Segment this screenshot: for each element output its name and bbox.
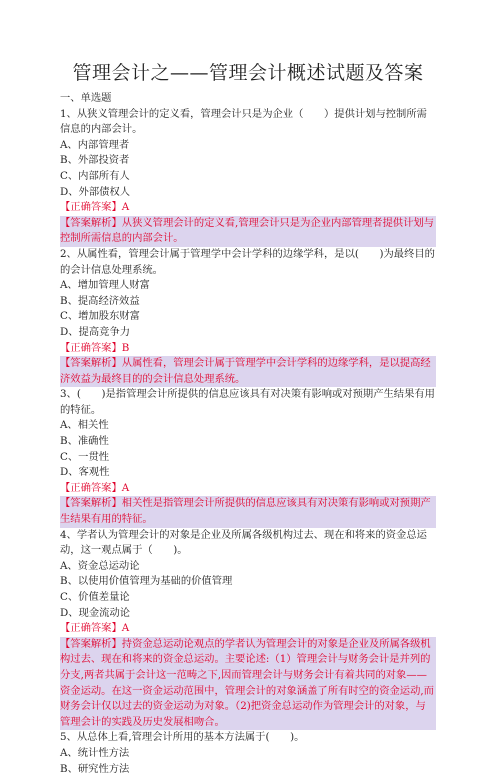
option-c: C、增加股东财富: [60, 310, 140, 323]
option-b: B、外部投资者: [60, 154, 130, 167]
correct-answer: 【正确答案】A: [60, 481, 130, 494]
option-a: A、资金总运动论: [60, 559, 140, 572]
option-a: A、相关性: [60, 419, 109, 432]
answer-explanation: 【答案解析】从属性看，管理会计属于管理学中会计学科的边缘学科，是以提高经济效益为最终目的的会计信息处理系统。: [60, 356, 436, 387]
option-d: D、现金流动论: [60, 606, 131, 619]
question-block: [60, 247, 436, 387]
question-text: 3、( )是指管理会计所提供的信息应该具有对决策有影响或对预期产生结果有用的特征。: [60, 388, 435, 416]
option-d: D、外部债权人: [60, 185, 131, 198]
question-text: 1、从狭义管理会计的定义看，管理会计只是为企业（ ）提供计划与控制所需信息的内部会计。: [60, 107, 427, 136]
correct-answer: 【正确答案】A: [60, 201, 130, 214]
option-c: C、价值差量论: [60, 591, 130, 603]
option-d: D、提高竞争力: [60, 325, 131, 338]
question-text: 5、从总体上看,管理会计所用的基本方法属于( )。: [60, 731, 305, 744]
answer-explanation: 【答案解析】从狭义管理会计的定义看,管理会计只是为企业内部管理者提供计划与控制所需信息的内部会计。: [60, 216, 436, 247]
option-d: D、客观性: [60, 466, 110, 479]
option-c: C、内部所有人: [60, 169, 130, 182]
option-a: A、统计性方法: [60, 746, 130, 759]
question-text: 2、从属性看，管理会计属于管理学中会计学科的边缘学科，是以( )为最终目的的会计信息处理系统。: [60, 247, 435, 276]
question-text: 4、学者认为管理会计的对象是企业及所属各级机构过去、现在和将来的资金总运动，这一观点属于（ )。: [60, 528, 427, 557]
question-block: [60, 107, 436, 247]
correct-answer: 【正确答案】A: [60, 622, 130, 635]
question-block: [60, 387, 436, 527]
option-b: B、以使用价值管理为基础的价值管理: [60, 575, 233, 588]
option-a: A、内部管理者: [60, 138, 130, 151]
option-b: B、提高经济效益: [60, 294, 140, 307]
page-title: 管理会计之——管理会计概述试题及答案: [72, 62, 424, 84]
option-a: A、增加管理人财富: [60, 279, 150, 292]
section-heading: 一、单选题: [60, 92, 112, 104]
option-c: C、一贯性: [60, 450, 110, 463]
option-b: B、准确性: [60, 435, 109, 448]
answer-explanation: 【答案解析】相关性是指管理会计所提供的信息应该具有对决策有影响或对预期产生结果有用的特征。: [60, 496, 436, 527]
answer-explanation: 【答案解析】持资金总运动论观点的学者认为管理会计的对象是企业及所属各级机构过去、现在和将来的资金总运动。主要论述:（1）管理会计与财务会计是并列的分支,两者共属于会计这一范畴之下,因而管理会计与财务会计有着共同的对象——资金运动。在这一资金运动范围中，管理会计的对象涵盖了所有时空的资金运动,而财务会计仅以过去的资金运动为对象。（2)把资金总运动作为管理会计的对象，与管理会计的实践及历史发展相吻合。: [60, 637, 436, 731]
question-block: [60, 528, 436, 731]
correct-answer: 【正确答案】B: [60, 341, 130, 354]
option-b: B、研究性方法: [60, 762, 130, 775]
question-block: [60, 730, 436, 777]
